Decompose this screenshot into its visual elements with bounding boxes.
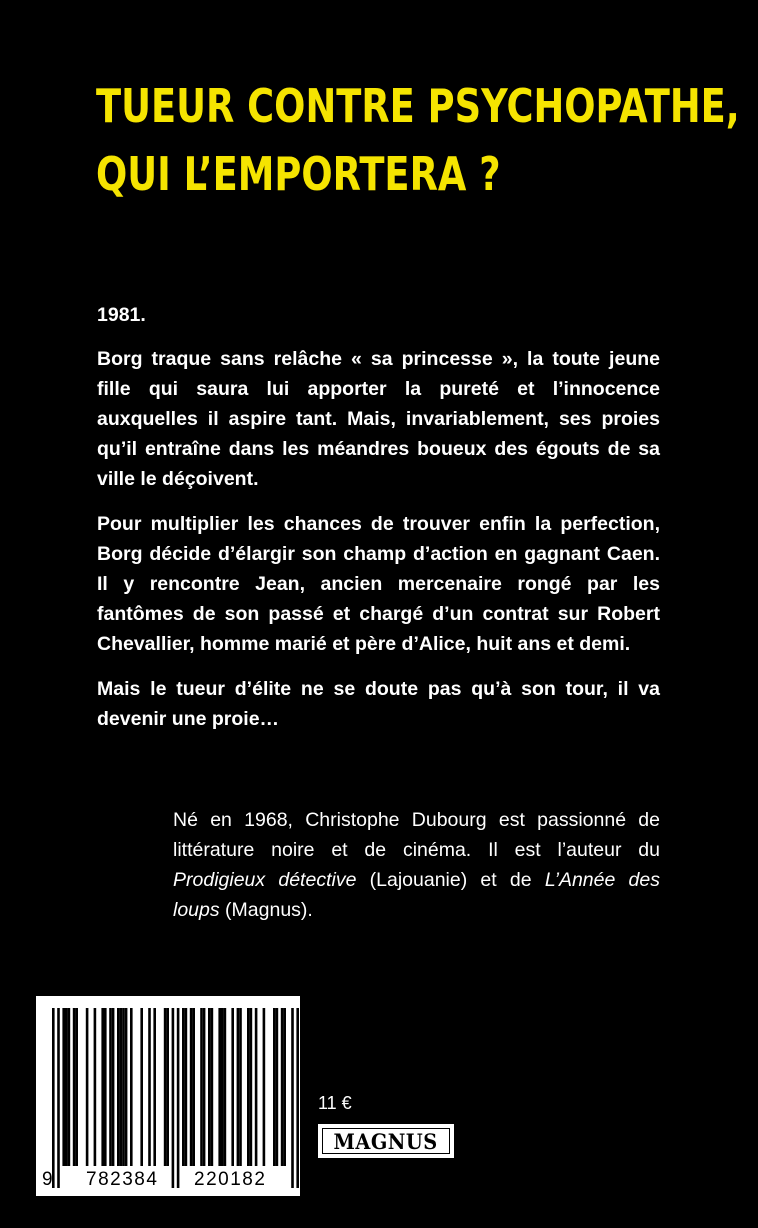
- barcode-bar: [200, 1008, 203, 1166]
- barcode-bar: [86, 1008, 89, 1166]
- barcode-bar: [185, 1008, 188, 1166]
- barcode-bar: [281, 1008, 284, 1166]
- barcode-bar: [203, 1008, 206, 1166]
- barcode-bar: [125, 1008, 128, 1166]
- barcode-bar: [263, 1008, 266, 1166]
- synopsis-paragraph-2: Pour multiplier les chances de trouver enfin la perfection, Borg décide d’élargir son champ d’action en gagnant Caen. Il y rencontre Jean, ancien mercenaire rongé par les fantômes de son passé et chargé d’un contrat sur Robert Chevallier, homme marié et père d’Alice, huit ans et demi.: [97, 513, 660, 655]
- barcode-bars: [36, 996, 300, 1196]
- author-bio: [173, 805, 660, 925]
- barcode-bar: [172, 1008, 175, 1188]
- barcode-bar: [239, 1008, 242, 1166]
- barcode-bar: [250, 1008, 253, 1166]
- publisher-logo: [318, 1124, 454, 1158]
- barcode-bar: [247, 1008, 250, 1166]
- barcode-bar: [208, 1008, 211, 1166]
- barcode-bar: [122, 1008, 125, 1166]
- barcode-bar: [117, 1008, 120, 1166]
- barcode-bar: [62, 1008, 65, 1166]
- barcode-bar: [104, 1008, 107, 1166]
- publisher-logo-frame: [322, 1128, 450, 1154]
- barcode-bar: [224, 1008, 227, 1166]
- barcode-bar: [296, 1008, 299, 1188]
- barcode-bar: [120, 1008, 123, 1166]
- synopsis: [97, 300, 660, 749]
- barcode-bar: [94, 1008, 97, 1166]
- barcode-bar: [221, 1008, 224, 1166]
- barcode-bar: [211, 1008, 214, 1166]
- barcode-bar: [166, 1008, 169, 1166]
- barcode-bar: [177, 1008, 180, 1188]
- barcode-bar: [164, 1008, 167, 1166]
- barcode-bar: [153, 1008, 156, 1166]
- barcode-bar: [237, 1008, 240, 1166]
- headline: [96, 72, 740, 208]
- barcode-bar: [276, 1008, 279, 1166]
- barcode-bar: [101, 1008, 104, 1166]
- book-title-prodigieux-detective: Prodigieux détective: [173, 869, 357, 891]
- barcode-bar: [192, 1008, 195, 1166]
- book-2-publisher: (Magnus).: [219, 899, 313, 921]
- barcode-bar: [273, 1008, 276, 1166]
- synopsis-paragraph-1: Borg traque sans relâche « sa princesse », la toute jeune fille qui saura lui apporter la pureté et l’innocence auxquelles il aspire tant. Mais, invariablement, ses proies qu’il entraîne dans les méandres boueux des égouts de sa ville le déçoivent.: [97, 348, 660, 490]
- barcode-bar: [68, 1008, 71, 1166]
- synopsis-paragraph-3: Mais le tueur d’élite ne se doute pas qu’à son tour, il va devenir une proie…: [97, 678, 660, 730]
- barcode-bar: [75, 1008, 78, 1166]
- barcode-digits-right: 220182: [194, 1169, 267, 1190]
- barcode-digit-first: 9: [42, 1169, 53, 1190]
- barcode-bar: [73, 1008, 76, 1166]
- barcode-bar: [148, 1008, 151, 1166]
- barcode-bar: [112, 1008, 115, 1166]
- headline-line-2: QUI L’EMPORTERA ?: [96, 147, 501, 201]
- barcode-bar: [65, 1008, 68, 1166]
- synopsis-year: 1981.: [97, 304, 146, 326]
- barcode-bar: [130, 1008, 133, 1166]
- barcode-bar: [140, 1008, 143, 1166]
- barcode-bar: [255, 1008, 258, 1166]
- barcode-bar: [291, 1008, 294, 1188]
- book-title-annee-des-loups: L’Année des loups: [173, 869, 660, 921]
- barcode-bar: [190, 1008, 193, 1166]
- isbn-barcode: [36, 996, 300, 1196]
- book-1-publisher: (Lajouanie) et de: [356, 869, 545, 891]
- headline-line-1: TUEUR CONTRE PSYCHOPATHE,: [96, 79, 740, 133]
- barcode-bar: [218, 1008, 221, 1166]
- barcode-bar: [283, 1008, 286, 1166]
- barcode-bar: [109, 1008, 112, 1166]
- barcode-digits-left: 782384: [86, 1169, 159, 1190]
- author-bio-intro: Né en 1968, Christophe Dubourg est passionné de littérature noire et de cinéma. Il est l’auteur du: [173, 809, 660, 861]
- barcode-bar: [231, 1008, 234, 1166]
- barcode-bar: [57, 1008, 60, 1188]
- publisher-logo-text: MAGNUS: [333, 1128, 439, 1154]
- barcode-bar: [52, 1008, 55, 1188]
- price: 11 €: [318, 1093, 352, 1113]
- barcode-bar: [182, 1008, 185, 1166]
